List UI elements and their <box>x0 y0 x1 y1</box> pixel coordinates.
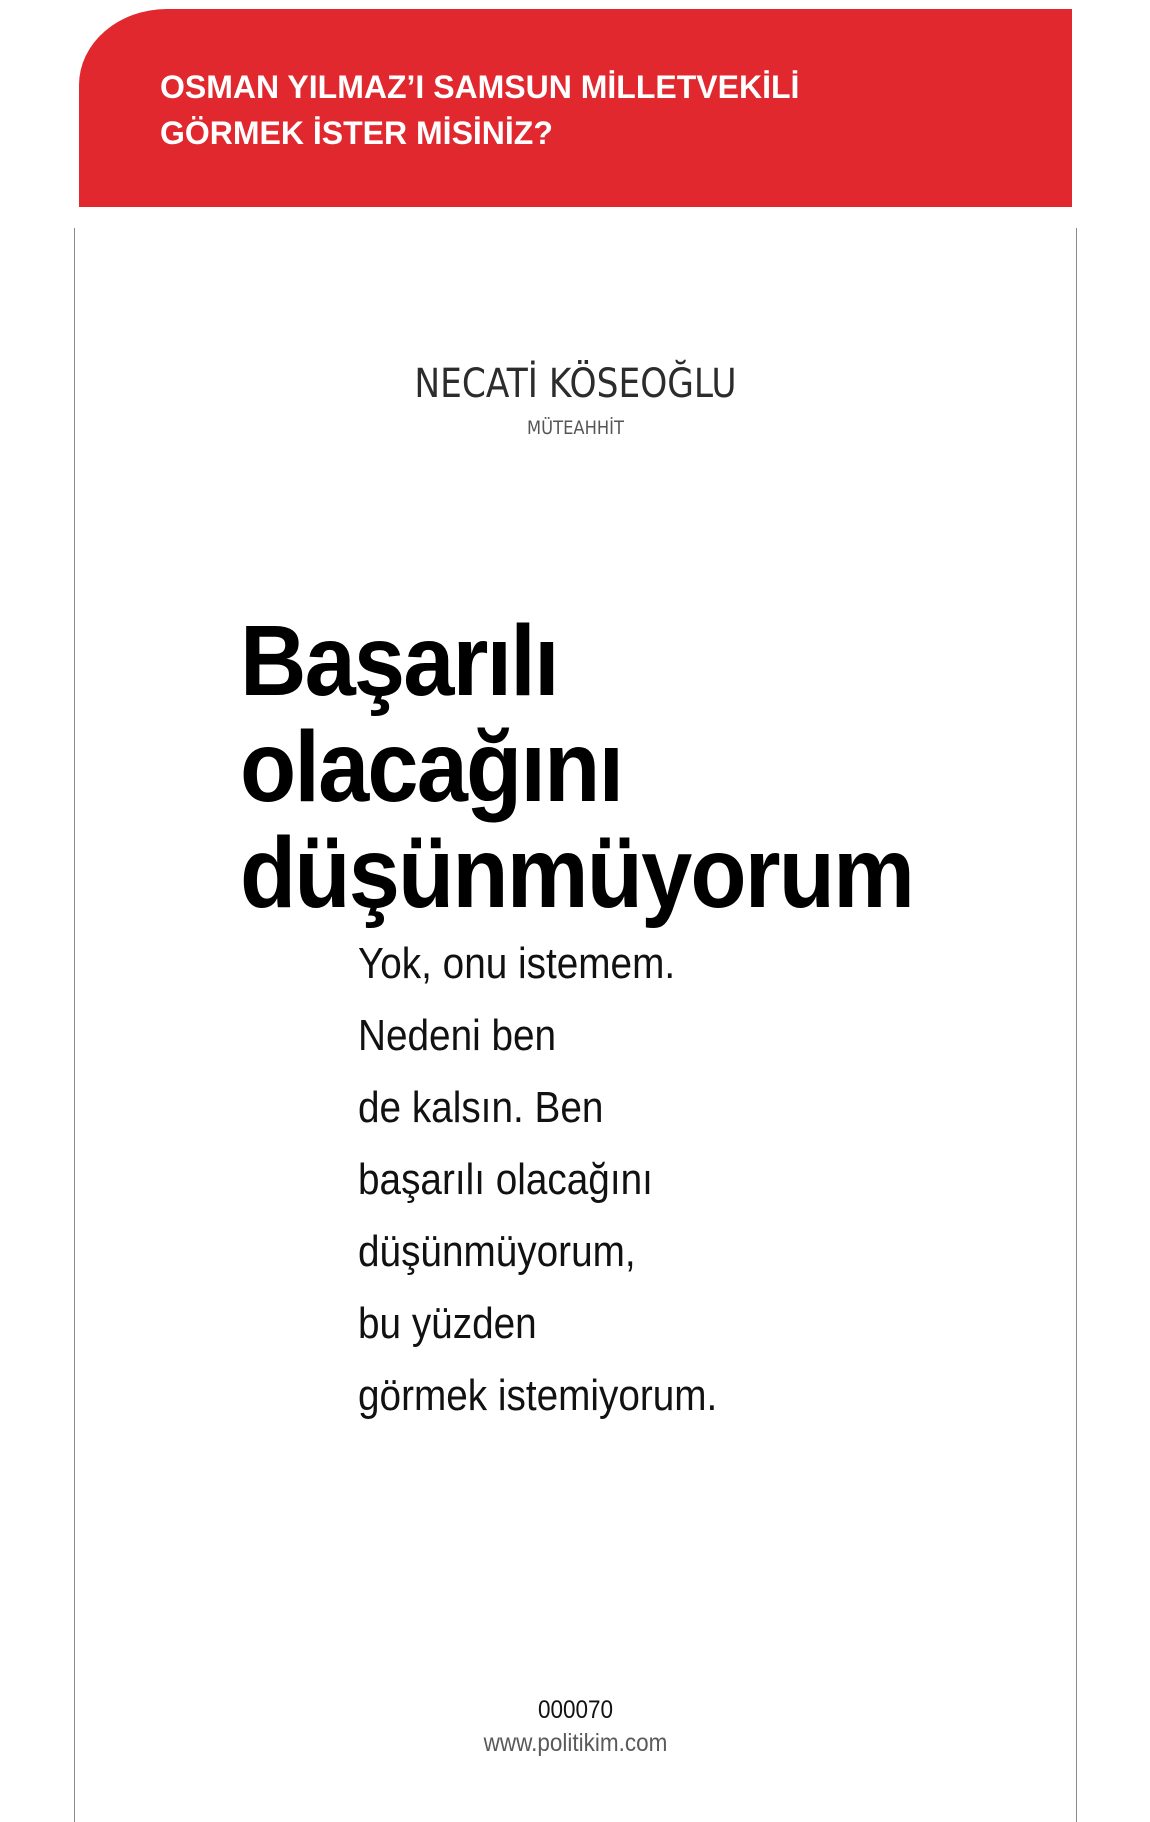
respondent-occupation: MÜTEAHHİT <box>527 417 624 439</box>
website-link[interactable]: www.politikim.com <box>483 1729 668 1757</box>
question-banner <box>79 9 1072 207</box>
quote-line-1: Yok, onu istemem. <box>358 939 676 988</box>
answer-quote <box>358 928 766 1432</box>
quote-line-7: görmek istemiyorum. <box>358 1371 718 1420</box>
respondent-name: NECATİ KÖSEOĞLU <box>414 361 737 407</box>
answer-headline <box>240 605 972 929</box>
card-right-border <box>1076 228 1077 1822</box>
banner-question-line-1: OSMAN YILMAZ’I SAMSUN MİLLETVEKİLİ <box>160 69 800 105</box>
headline-line-3: düşünmüyorum <box>240 817 914 929</box>
headline-line-1: Başarılı <box>240 605 558 717</box>
quote-line-3: de kalsın. Ben <box>358 1083 604 1132</box>
quote-line-6: bu yüzden <box>358 1299 537 1348</box>
quote-line-2: Nedeni ben <box>358 1011 557 1060</box>
answer-card <box>75 228 1076 1822</box>
quote-line-5: düşünmüyorum, <box>358 1227 636 1276</box>
quote-line-4: başarılı olacağını <box>358 1155 653 1204</box>
headline-line-2: olacağını <box>240 711 623 823</box>
entry-code: 000070 <box>537 1696 614 1724</box>
banner-question-line-2: GÖRMEK İSTER MİSİNİZ? <box>160 115 553 151</box>
